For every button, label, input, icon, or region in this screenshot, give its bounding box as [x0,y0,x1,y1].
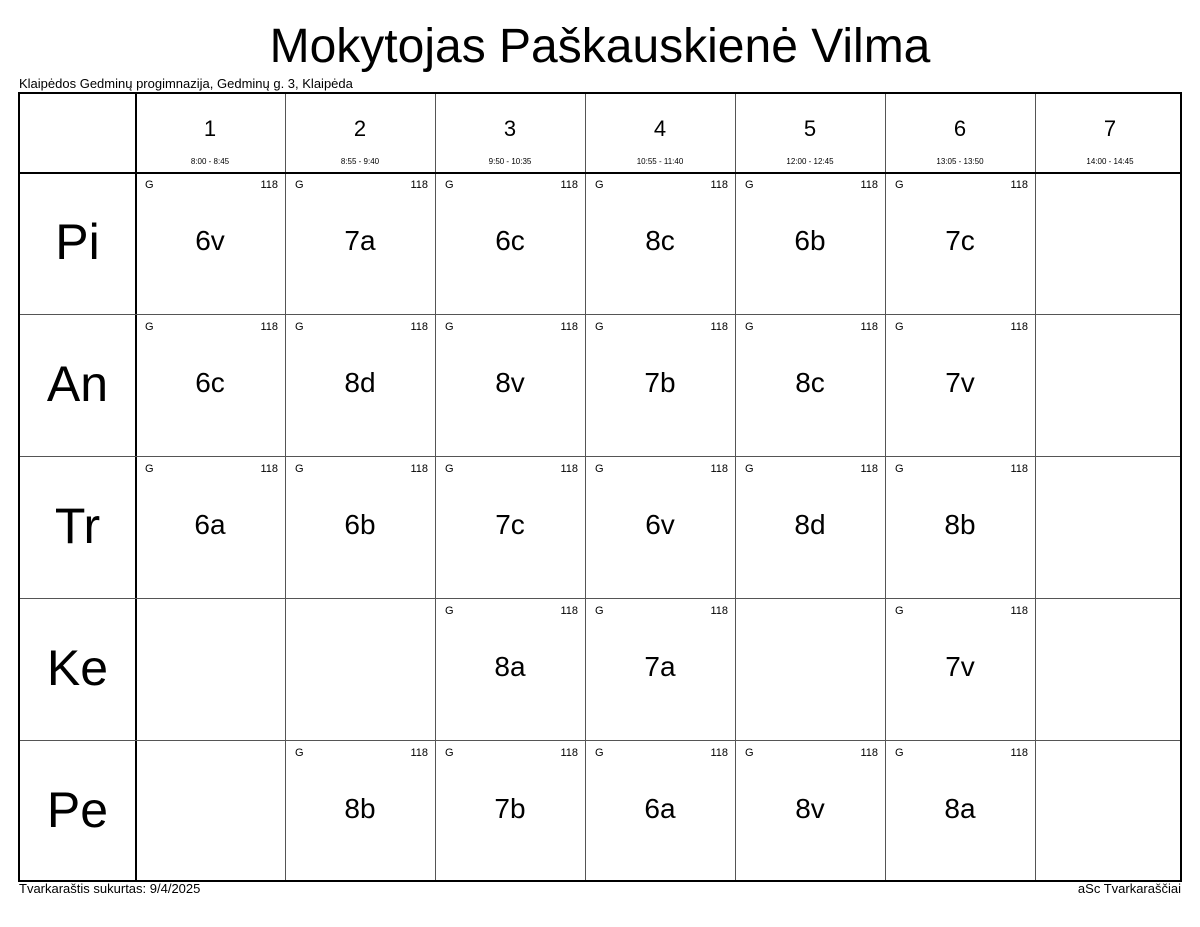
lesson-group: G [595,179,604,191]
lesson-cell[interactable] [435,740,585,882]
period-time: 14:00 - 14:45 [1086,157,1134,166]
lesson-room: 118 [560,179,578,191]
lesson-cell[interactable] [585,456,735,598]
period-time: 9:50 - 10:35 [488,157,532,166]
brand-label: aSc Tvarkaraščiai [1077,881,1181,896]
lesson-cell[interactable] [585,740,735,882]
lesson-class: 6c [195,367,225,398]
day-label: Pe [46,782,109,838]
lesson-cell[interactable] [285,740,435,882]
lesson-cell[interactable] [735,314,885,456]
lesson-class: 8v [495,367,525,398]
lesson-room: 118 [410,321,428,333]
lesson-cell[interactable] [885,598,1035,740]
lesson-room: 118 [560,463,578,475]
period-time: 10:55 - 11:40 [636,157,684,166]
lesson-room: 118 [710,605,728,617]
lesson-group: G [145,321,154,333]
lesson-cell[interactable] [885,314,1035,456]
day-label: Ke [46,640,109,696]
lesson-group: G [295,747,304,759]
lesson-class: 7b [494,793,526,824]
lesson-cell[interactable] [885,740,1035,882]
day-label: An [46,356,109,412]
lesson-group: G [745,321,754,333]
period-number: 3 [503,116,517,141]
lesson-class: 7c [495,509,525,540]
day-row-header [20,598,135,740]
period-header [735,94,885,172]
lesson-room: 118 [260,179,278,191]
period-header [885,94,1035,172]
lesson-room: 118 [410,747,428,759]
lesson-room: 118 [860,463,878,475]
lesson-room: 118 [1010,321,1028,333]
lesson-class: 8a [944,793,976,824]
lesson-cell[interactable] [285,456,435,598]
school-address: Klaipėdos Gedminų progimnazija, Gedminų g. 3, Klaipėda [19,76,353,91]
lesson-class: 7a [344,225,376,256]
period-header [1035,94,1185,172]
created-date: Tvarkaraštis sukurtas: 9/4/2025 [19,881,201,896]
period-time: 12:00 - 12:45 [786,157,834,166]
lesson-cell[interactable] [585,314,735,456]
lesson-cell[interactable] [285,314,435,456]
lesson-group: G [895,321,904,333]
lesson-group: G [145,179,154,191]
lesson-class: 8v [795,793,825,824]
lesson-group: G [445,463,454,475]
lesson-group: G [445,605,454,617]
lesson-room: 118 [860,747,878,759]
period-header [585,94,735,172]
lesson-room: 118 [1010,605,1028,617]
lesson-class: 6a [194,509,226,540]
period-header [135,94,285,172]
timetable-grid [18,92,1182,882]
lesson-group: G [745,463,754,475]
lesson-class: 6c [495,225,525,256]
lesson-cell[interactable] [435,456,585,598]
period-header [285,94,435,172]
period-number: 7 [1103,116,1117,141]
lesson-class: 8c [795,367,825,398]
lesson-class: 8d [344,367,376,398]
lesson-class: 7a [644,651,676,682]
period-number: 6 [953,116,967,141]
lesson-class: 6v [195,225,225,256]
lesson-cell[interactable] [435,598,585,740]
lesson-room: 118 [560,605,578,617]
lesson-cell[interactable] [735,740,885,882]
lesson-group: G [595,463,604,475]
lesson-cell[interactable] [885,172,1035,314]
lesson-group: G [895,747,904,759]
lesson-cell[interactable] [585,172,735,314]
lesson-room: 118 [710,321,728,333]
lesson-room: 118 [710,747,728,759]
period-header [435,94,585,172]
lesson-room: 118 [410,463,428,475]
lesson-group: G [295,321,304,333]
lesson-room: 118 [560,321,578,333]
lesson-group: G [595,321,604,333]
lesson-class: 8b [344,793,376,824]
period-time: 8:55 - 9:40 [340,157,380,166]
lesson-group: G [295,179,304,191]
lesson-room: 118 [1010,463,1028,475]
lesson-cell[interactable] [135,456,285,598]
day-row-header [20,456,135,598]
lesson-room: 118 [860,179,878,191]
lesson-class: 8a [494,651,526,682]
lesson-cell[interactable] [435,172,585,314]
lesson-room: 118 [260,321,278,333]
lesson-room: 118 [1010,747,1028,759]
lesson-room: 118 [260,463,278,475]
lesson-cell[interactable] [135,172,285,314]
lesson-cell[interactable] [585,598,735,740]
lesson-room: 118 [410,179,428,191]
lesson-class: 8c [645,225,675,256]
lesson-group: G [745,747,754,759]
period-time: 8:00 - 8:45 [190,157,230,166]
day-label: Pi [55,214,100,270]
lesson-cell[interactable] [885,456,1035,598]
period-number: 2 [353,116,367,141]
period-number: 1 [203,116,217,141]
lesson-group: G [895,463,904,475]
lesson-room: 118 [710,463,728,475]
lesson-class: 8b [944,509,976,540]
lesson-cell[interactable] [735,172,885,314]
lesson-class: 7b [644,367,676,398]
lesson-group: G [595,747,604,759]
lesson-group: G [595,605,604,617]
period-number: 4 [653,116,667,141]
lesson-group: G [445,321,454,333]
lesson-cell[interactable] [735,456,885,598]
day-label: Tr [54,498,101,554]
lesson-group: G [295,463,304,475]
lesson-room: 118 [860,321,878,333]
lesson-class: 6a [644,793,676,824]
lesson-room: 118 [710,179,728,191]
page-title: Mokytojas Paškauskienė Vilma [269,20,931,73]
period-number: 5 [803,116,817,141]
lesson-group: G [895,605,904,617]
lesson-class: 6b [794,225,826,256]
lesson-group: G [445,747,454,759]
lesson-class: 6b [344,509,376,540]
lesson-group: G [445,179,454,191]
day-row-header [20,172,135,314]
lesson-class: 7v [945,367,975,398]
grid-divider-vertical [1035,94,1036,880]
period-time: 13:05 - 13:50 [936,157,984,166]
lesson-cell[interactable] [135,314,285,456]
day-row-header [20,314,135,456]
lesson-group: G [895,179,904,191]
lesson-class: 6v [645,509,675,540]
lesson-group: G [145,463,154,475]
lesson-cell[interactable] [435,314,585,456]
lesson-room: 118 [560,747,578,759]
lesson-room: 118 [1010,179,1028,191]
lesson-class: 8d [794,509,826,540]
lesson-group: G [745,179,754,191]
lesson-class: 7v [945,651,975,682]
day-row-header [20,740,135,882]
lesson-cell[interactable] [285,172,435,314]
lesson-class: 7c [945,225,975,256]
